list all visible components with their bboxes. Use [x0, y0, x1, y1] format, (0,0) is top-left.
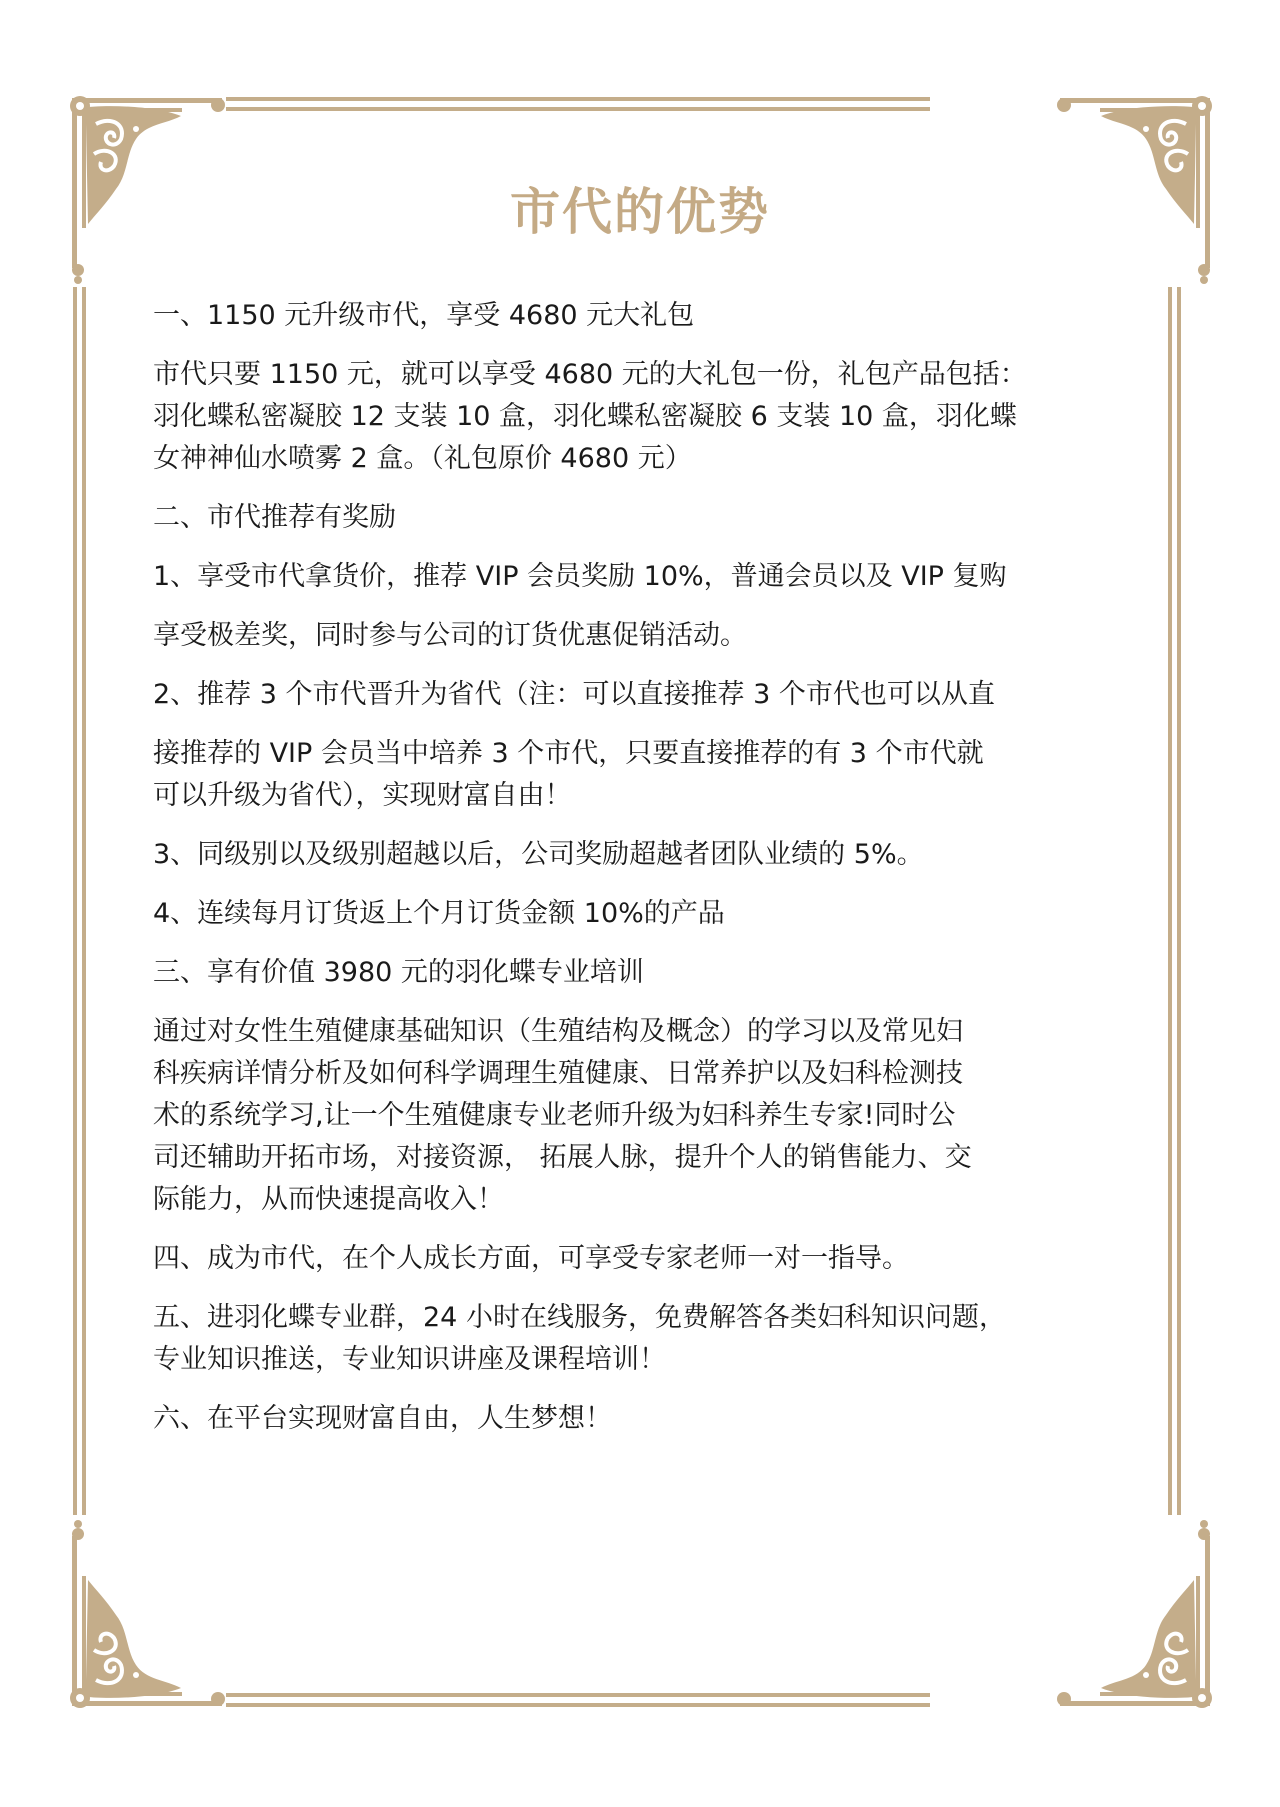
frame-left-line-outer	[73, 287, 77, 1515]
section-2-item-2-line: 可以升级为省代），实现财富自由！	[153, 780, 572, 811]
frame-right-line-inner	[1177, 287, 1181, 1515]
section-3-heading: 三、享有价值 3980 元的羽化蝶专业培训	[153, 957, 644, 988]
section-2-item-2-line: 2、推荐 3 个市代晋升为省代（注：可以直接推荐 3 个市代也可以从直	[153, 679, 995, 710]
section-3-body-line: 术的系统学习,让一个生殖健康专业老师升级为妇科养生专家!同时公	[153, 1100, 956, 1131]
section-1-heading: 一、1150 元升级市代，享受 4680 元大礼包	[153, 300, 695, 331]
section-2-item-4: 4、连续每月订货返上个月订货金额 10%的产品	[153, 898, 725, 929]
frame-right-line-outer	[1168, 287, 1172, 1515]
section-4-heading: 四、成为市代，在个人成长方面，可享受专家老师一对一指导。	[153, 1243, 909, 1274]
section-3-body-line: 科疾病详情分析及如何科学调理生殖健康、日常养护以及妇科检测技	[153, 1058, 963, 1089]
corner-ornament-bottom-left-icon	[66, 1520, 226, 1710]
section-5-body-line: 专业知识推送，专业知识讲座及课程培训！	[153, 1344, 666, 1375]
document-body	[153, 295, 1133, 1440]
section-5-heading: 五、进羽化蝶专业群，24 小时在线服务，免费解答各类妇科知识问题，	[153, 1302, 1006, 1333]
page-title: 市代的优势	[510, 183, 770, 241]
frame-bottom-line-outer	[226, 1693, 930, 1697]
frame-left-line-inner	[82, 287, 86, 1515]
corner-ornament-bottom-right-icon	[1056, 1520, 1216, 1710]
section-1-body-line: 市代只要 1150 元，就可以享受 4680 元的大礼包一份，礼包产品包括：	[153, 359, 1027, 390]
section-6-heading: 六、在平台实现财富自由，人生梦想！	[153, 1403, 612, 1434]
section-1-body-line: 羽化蝶私密凝胶 12 支装 10 盒，羽化蝶私密凝胶 6 支装 10 盒，羽化蝶	[153, 401, 1017, 432]
section-2-heading: 二、市代推荐有奖励	[153, 502, 396, 533]
frame-top-line-inner	[226, 107, 930, 111]
section-2-item-1-line: 享受极差奖，同时参与公司的订货优惠促销活动。	[153, 620, 747, 651]
frame-top-line-outer	[226, 97, 930, 101]
section-2-item-3: 3、同级别以及级别超越以后，公司奖励超越者团队业绩的 5%。	[153, 839, 924, 870]
section-3-body-line: 司还辅助开拓市场，对接资源， 拓展人脉，提升个人的销售能力、交	[153, 1142, 972, 1173]
section-2-item-1-line: 1、享受市代拿货价，推荐 VIP 会员奖励 10%，普通会员以及 VIP 复购	[153, 561, 1007, 592]
section-3-body-line: 通过对女性生殖健康基础知识（生殖结构及概念）的学习以及常见妇	[153, 1016, 963, 1047]
frame-bottom-line-inner	[226, 1703, 930, 1707]
section-2-item-2-line: 接推荐的 VIP 会员当中培养 3 个市代，只要直接推荐的有 3 个市代就	[153, 738, 984, 769]
section-3-body-line: 际能力，从而快速提高收入！	[153, 1184, 504, 1215]
section-1-body-line: 女神神仙水喷雾 2 盒。（礼包原价 4680 元）	[153, 443, 692, 474]
